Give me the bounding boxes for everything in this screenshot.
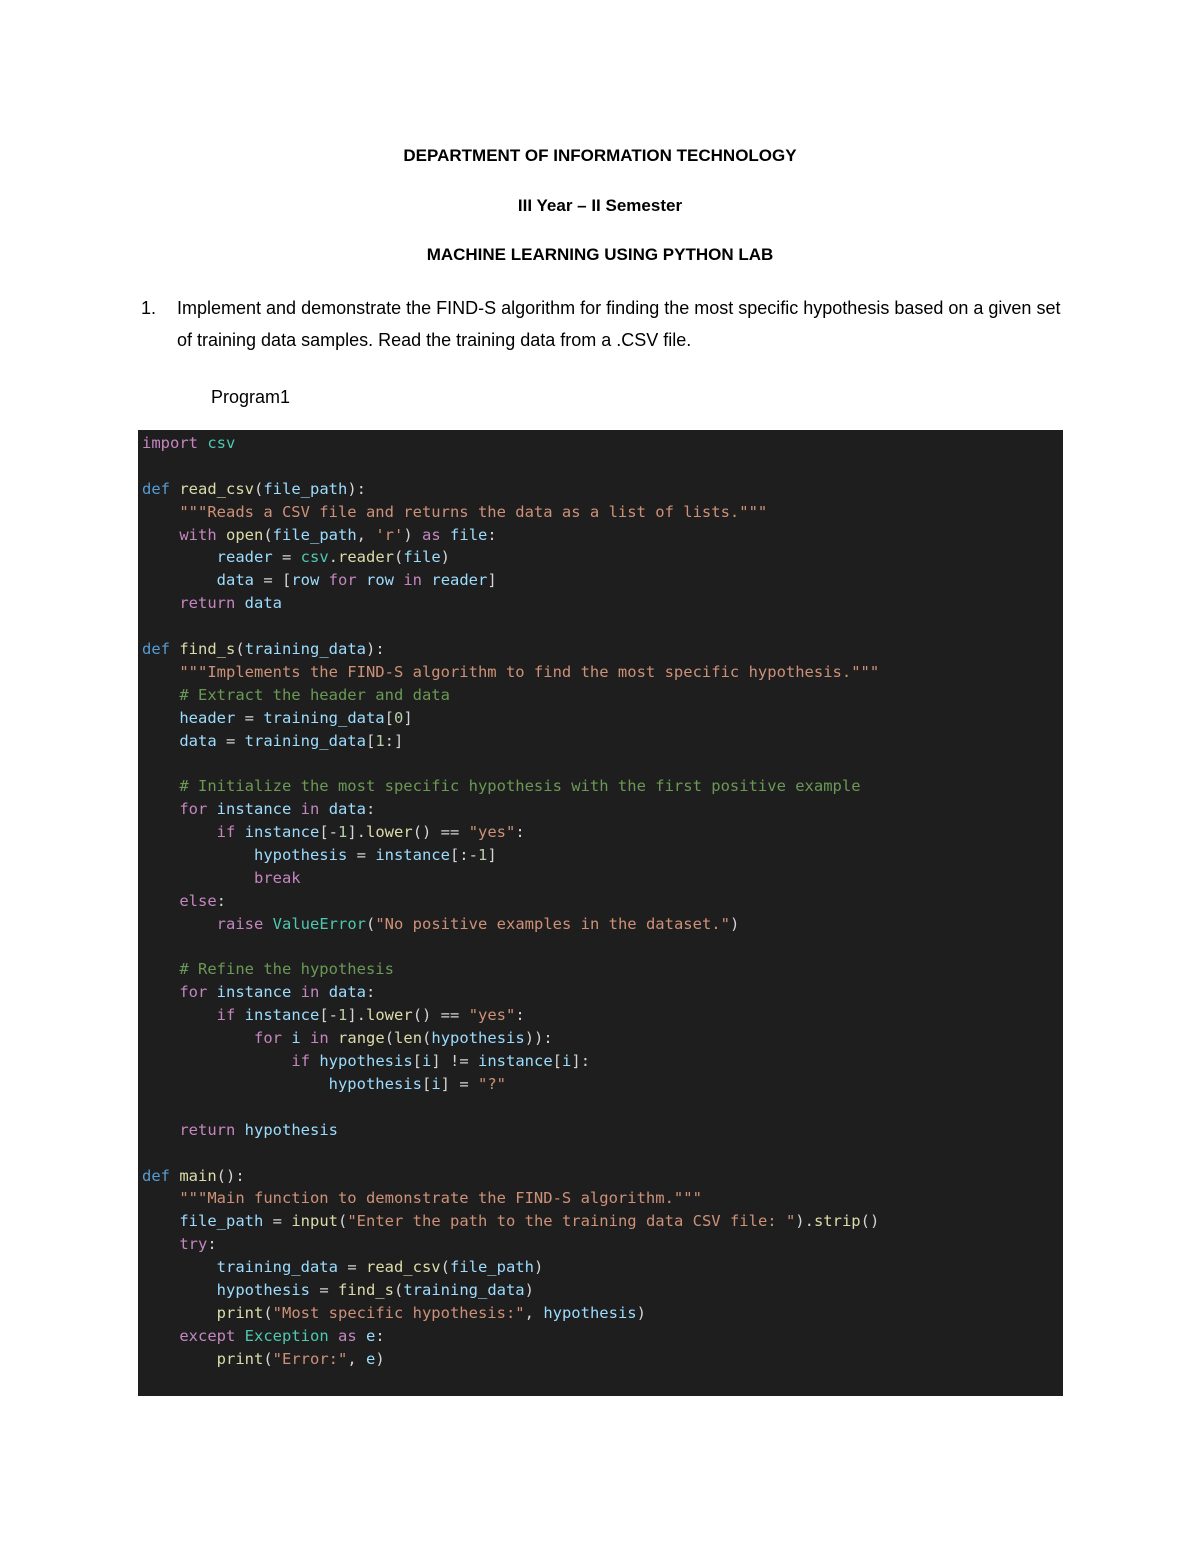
- code-token: ): [440, 548, 451, 567]
- code-token: i: [431, 1074, 441, 1093]
- code-token: [282, 1029, 291, 1047]
- code-token: :: [515, 823, 525, 842]
- code-token: :]: [384, 731, 404, 750]
- code-token: except: [179, 1326, 236, 1345]
- code-token: data: [216, 571, 254, 590]
- code-token: """Reads a CSV file and returns the data as a list of lists.""": [179, 502, 768, 521]
- code-line: [142, 798, 1063, 821]
- code-token: (: [235, 640, 245, 659]
- code-line: [142, 1279, 1063, 1302]
- code-token: i: [291, 1029, 301, 1048]
- code-token: [217, 526, 226, 544]
- code-token: [142, 503, 179, 521]
- code-token: ,: [347, 1349, 366, 1368]
- code-token: [-: [319, 823, 338, 842]
- code-token: for: [179, 800, 208, 819]
- code-token: "yes": [468, 823, 516, 842]
- code-token: [198, 434, 207, 452]
- code-token: for: [179, 983, 208, 1002]
- code-token: [263, 915, 272, 933]
- code-token: file_path: [449, 1258, 534, 1277]
- code-token: "yes": [468, 1006, 516, 1025]
- code-token: ]:: [571, 1052, 591, 1071]
- code-token: lower: [366, 823, 413, 842]
- code-token: [319, 983, 328, 1001]
- code-line: [142, 684, 1063, 707]
- code-token: [142, 1189, 179, 1207]
- code-token: [142, 1235, 179, 1253]
- code-line: [142, 1210, 1063, 1233]
- code-token: [142, 1281, 217, 1299]
- code-token: [441, 526, 450, 544]
- code-token: )):: [524, 1029, 553, 1048]
- code-token: ): [524, 1280, 534, 1299]
- code-token: if: [216, 823, 236, 842]
- code-token: 0: [394, 708, 404, 727]
- code-token: =: [347, 846, 376, 865]
- code-token: find_s: [179, 640, 236, 659]
- code-token: [310, 1052, 319, 1070]
- code-line: [142, 1027, 1063, 1050]
- code-line: [142, 913, 1063, 936]
- code-token: (): [860, 1212, 880, 1231]
- code-token: [142, 571, 217, 589]
- code-token: [142, 686, 179, 704]
- code-token: [207, 983, 216, 1001]
- code-token: "?": [477, 1074, 506, 1093]
- code-token: hypothesis: [431, 1029, 525, 1048]
- code-token: ): [403, 525, 423, 544]
- code-line: [142, 661, 1063, 684]
- code-token: hypothesis: [543, 1303, 637, 1322]
- code-line: [142, 1004, 1063, 1027]
- code-token: reader: [431, 571, 488, 590]
- code-token: "Error:": [272, 1349, 348, 1368]
- code-token: file: [450, 525, 488, 544]
- code-token: hypothesis: [244, 1120, 338, 1139]
- code-token: (: [422, 1029, 432, 1048]
- code-line: [142, 524, 1063, 547]
- code-token: data: [179, 731, 217, 750]
- code-token: return: [179, 1120, 236, 1139]
- code-token: file_path: [272, 525, 357, 544]
- code-line: [142, 867, 1063, 890]
- program-label: Program1: [211, 387, 291, 407]
- code-token: row: [291, 571, 320, 590]
- code-token: :: [487, 525, 497, 544]
- code-token: ):: [366, 640, 385, 659]
- code-token: [329, 1327, 338, 1345]
- code-token: =: [309, 1280, 338, 1299]
- code-token: (: [338, 1212, 348, 1231]
- question-number: 1.: [141, 298, 157, 318]
- code-token: as: [422, 525, 441, 544]
- code-token: raise: [216, 914, 264, 933]
- code-line: [142, 1096, 1063, 1119]
- code-token: 1: [477, 846, 488, 865]
- code-token: 1: [338, 823, 348, 842]
- code-token: :: [375, 1326, 385, 1345]
- code-token: in: [300, 800, 320, 819]
- code-token: [291, 983, 300, 1001]
- code-token: ] =: [440, 1074, 478, 1093]
- code-token: [-: [319, 1006, 338, 1025]
- code-token: [142, 1304, 217, 1322]
- code-token: :: [366, 800, 376, 819]
- code-token: [: [365, 731, 376, 750]
- code-token: file: [403, 548, 441, 567]
- code-token: ,: [524, 1303, 544, 1322]
- code-line: [142, 1325, 1063, 1348]
- code-token: [:-: [449, 846, 478, 865]
- code-token: "No positive examples in the dataset.": [375, 914, 730, 933]
- code-token: [235, 823, 244, 841]
- code-line: [142, 844, 1063, 867]
- code-token: [142, 1212, 179, 1230]
- code-token: reader: [216, 548, 273, 567]
- code-token: in: [300, 983, 320, 1002]
- code-token: [142, 732, 179, 750]
- code-line: [142, 1302, 1063, 1325]
- code-token: for: [253, 1029, 282, 1048]
- code-token: ].: [347, 823, 367, 842]
- code-token: [142, 594, 179, 612]
- code-token: row: [366, 571, 394, 590]
- code-token: i: [562, 1052, 572, 1071]
- code-token: [291, 800, 300, 818]
- code-token: [142, 960, 179, 978]
- code-token: main: [179, 1166, 217, 1185]
- department-heading: DEPARTMENT OF INFORMATION TECHNOLOGY: [403, 146, 797, 165]
- code-token: csv: [207, 434, 236, 452]
- code-token: read_csv: [365, 1258, 441, 1277]
- code-token: [142, 1029, 254, 1047]
- code-token: file_path: [179, 1212, 264, 1231]
- code-token: hypothesis: [319, 1052, 413, 1071]
- code-line: [142, 1050, 1063, 1073]
- code-token: [422, 571, 431, 589]
- code-token: # Extract the header and data: [179, 685, 450, 704]
- code-token: "Most specific hypothesis:": [272, 1303, 525, 1322]
- code-token: instance: [216, 983, 292, 1002]
- code-token: [142, 1075, 329, 1093]
- code-token: [235, 1121, 244, 1139]
- code-token: # Initialize the most specific hypothesis with the first positive example: [179, 777, 861, 796]
- code-token: = [: [253, 571, 292, 590]
- code-token: ] !=: [431, 1052, 479, 1071]
- code-token: [142, 983, 179, 1001]
- code-token: training_data: [403, 1280, 525, 1299]
- code-token: .: [328, 548, 338, 567]
- code-token: training_data: [216, 1258, 338, 1277]
- code-token: :: [366, 983, 376, 1002]
- code-token: instance: [216, 800, 292, 819]
- code-token: ): [375, 1349, 385, 1368]
- code-token: training_data: [263, 708, 385, 727]
- code-token: data: [328, 983, 367, 1002]
- code-token: 'r': [375, 525, 404, 544]
- code-token: ]: [487, 571, 497, 590]
- code-token: [142, 1121, 179, 1139]
- code-token: csv: [300, 548, 329, 567]
- code-token: ]: [403, 708, 413, 727]
- code-token: ):: [347, 479, 367, 498]
- code-token: [235, 594, 244, 612]
- code-token: if: [216, 1006, 236, 1025]
- code-token: [329, 1029, 338, 1047]
- code-line: [142, 730, 1063, 753]
- code-token: [142, 1327, 179, 1345]
- code-line: [142, 1187, 1063, 1210]
- code-token: [142, 548, 217, 566]
- code-token: 1: [338, 1006, 348, 1025]
- code-token: [170, 480, 179, 498]
- code-token: =: [263, 1212, 292, 1231]
- code-token: [235, 1006, 244, 1024]
- code-token: [142, 823, 217, 841]
- code-token: hypothesis: [253, 846, 348, 865]
- code-token: () ==: [412, 1006, 469, 1025]
- question-item: [141, 292, 1071, 356]
- code-token: [142, 1350, 217, 1368]
- code-token: [319, 571, 328, 589]
- code-token: ():: [216, 1166, 245, 1185]
- code-token: ].: [347, 1006, 367, 1025]
- code-token: open: [226, 525, 264, 544]
- code-token: [: [552, 1052, 563, 1071]
- code-line: [142, 546, 1063, 569]
- code-token: instance: [244, 823, 320, 842]
- code-token: :: [216, 891, 226, 910]
- code-token: (: [366, 914, 376, 933]
- code-token: [142, 1006, 217, 1024]
- code-token: [142, 1258, 217, 1276]
- code-token: (: [263, 1303, 273, 1322]
- code-token: ).: [795, 1212, 814, 1231]
- code-token: (: [393, 1280, 404, 1299]
- code-token: Exception: [244, 1326, 329, 1345]
- code-token: (: [254, 479, 264, 498]
- code-token: =: [235, 708, 264, 727]
- code-token: [142, 1052, 291, 1070]
- code-token: [142, 800, 179, 818]
- code-token: return: [179, 594, 236, 613]
- code-token: instance: [244, 1006, 320, 1025]
- code-token: in: [310, 1029, 329, 1048]
- code-token: [142, 526, 179, 544]
- code-token: =: [216, 731, 245, 750]
- code-token: [142, 846, 254, 864]
- code-token: (: [263, 525, 273, 544]
- code-token: training_data: [244, 640, 367, 659]
- code-token: range: [338, 1029, 385, 1048]
- code-token: [301, 1029, 310, 1047]
- code-line: [142, 1119, 1063, 1142]
- code-token: (: [440, 1258, 450, 1277]
- code-token: import: [142, 434, 198, 452]
- code-token: """Implements the FIND-S algorithm to find the most specific hypothesis.""": [179, 662, 880, 681]
- code-token: [142, 869, 254, 887]
- code-line: [142, 432, 1063, 455]
- code-token: read_csv: [179, 479, 254, 498]
- code-token: in: [403, 571, 423, 590]
- code-token: print: [216, 1303, 264, 1322]
- code-token: e: [366, 1326, 376, 1345]
- code-token: =: [337, 1258, 366, 1277]
- code-line: [142, 958, 1063, 981]
- code-token: """Main function to demonstrate the FIND-S algorithm.""": [179, 1189, 702, 1208]
- code-line: [142, 981, 1063, 1004]
- code-token: (: [384, 1029, 395, 1048]
- code-token: hypothesis: [328, 1074, 422, 1093]
- code-token: lower: [366, 1006, 413, 1025]
- code-token: else: [179, 891, 217, 910]
- question-text: Implement and demonstrate the FIND-S algorithm for finding the most specific hypothesis based on a given set of training data samples. Read the training data from a .CSV file.: [177, 298, 1061, 350]
- code-token: [319, 800, 328, 818]
- code-token: reader: [338, 548, 394, 567]
- code-token: (: [394, 548, 404, 567]
- code-line: [142, 1348, 1063, 1371]
- code-line: [142, 936, 1063, 959]
- code-line: [142, 1165, 1063, 1188]
- code-token: len: [394, 1029, 423, 1048]
- code-token: data: [244, 594, 282, 613]
- code-token: [142, 915, 217, 933]
- code-line: [142, 1256, 1063, 1279]
- code-token: instance: [375, 846, 450, 865]
- code-token: print: [216, 1349, 264, 1368]
- code-token: for: [328, 571, 357, 590]
- code-token: =: [272, 548, 301, 567]
- code-block: [138, 430, 1063, 1396]
- code-token: :: [515, 1006, 525, 1025]
- code-token: (: [263, 1349, 273, 1368]
- code-line: [142, 478, 1063, 501]
- lab-title-heading: MACHINE LEARNING USING PYTHON LAB: [426, 245, 774, 264]
- code-token: instance: [478, 1052, 553, 1071]
- code-token: def: [142, 479, 170, 498]
- code-line: [142, 455, 1063, 478]
- code-token: () ==: [412, 823, 469, 842]
- code-token: # Refine the hypothesis: [179, 960, 394, 979]
- code-token: [170, 640, 179, 658]
- code-token: with: [179, 525, 217, 544]
- code-token: [142, 663, 179, 681]
- code-token: def: [142, 1166, 170, 1185]
- code-line: [142, 890, 1063, 913]
- code-line: [142, 821, 1063, 844]
- code-line: [142, 1142, 1063, 1165]
- code-token: input: [291, 1212, 338, 1231]
- code-token: ): [533, 1258, 544, 1277]
- code-token: :: [207, 1235, 217, 1254]
- code-token: [: [384, 708, 394, 727]
- code-line: [142, 569, 1063, 592]
- code-token: ): [636, 1303, 646, 1322]
- code-token: as: [338, 1326, 357, 1345]
- code-token: ]: [487, 846, 497, 865]
- code-token: [357, 571, 366, 589]
- code-token: strip: [813, 1212, 861, 1231]
- code-token: hypothesis: [216, 1280, 310, 1299]
- code-token: ): [729, 914, 740, 933]
- code-token: find_s: [337, 1280, 394, 1299]
- code-token: try: [179, 1235, 208, 1254]
- code-token: ValueError: [272, 914, 366, 933]
- code-token: [: [412, 1052, 422, 1071]
- code-token: training_data: [244, 731, 366, 750]
- code-token: header: [179, 708, 236, 727]
- code-token: file_path: [263, 479, 348, 498]
- code-line: [142, 1073, 1063, 1096]
- code-token: e: [366, 1349, 376, 1368]
- code-token: [235, 1327, 244, 1345]
- code-token: [170, 1167, 179, 1185]
- code-token: 1: [375, 731, 385, 750]
- code-token: [207, 800, 216, 818]
- code-line: [142, 592, 1063, 615]
- code-token: def: [142, 640, 170, 659]
- code-token: i: [422, 1052, 432, 1071]
- code-token: [142, 709, 179, 727]
- code-line: [142, 615, 1063, 638]
- code-token: "Enter the path to the training data CSV file: ": [347, 1212, 796, 1231]
- code-token: ,: [356, 525, 376, 544]
- code-line: [142, 1233, 1063, 1256]
- code-token: [: [421, 1074, 432, 1093]
- code-token: [142, 777, 179, 795]
- code-line: [142, 775, 1063, 798]
- code-line: [142, 707, 1063, 730]
- code-token: data: [328, 800, 367, 819]
- code-line: [142, 501, 1063, 524]
- code-token: [357, 1327, 366, 1345]
- code-token: [142, 892, 179, 910]
- code-token: [394, 571, 403, 589]
- code-line: [142, 752, 1063, 775]
- code-token: if: [291, 1052, 310, 1071]
- code-token: break: [253, 868, 301, 887]
- semester-heading: III Year – II Semester: [517, 196, 683, 215]
- code-line: [142, 638, 1063, 661]
